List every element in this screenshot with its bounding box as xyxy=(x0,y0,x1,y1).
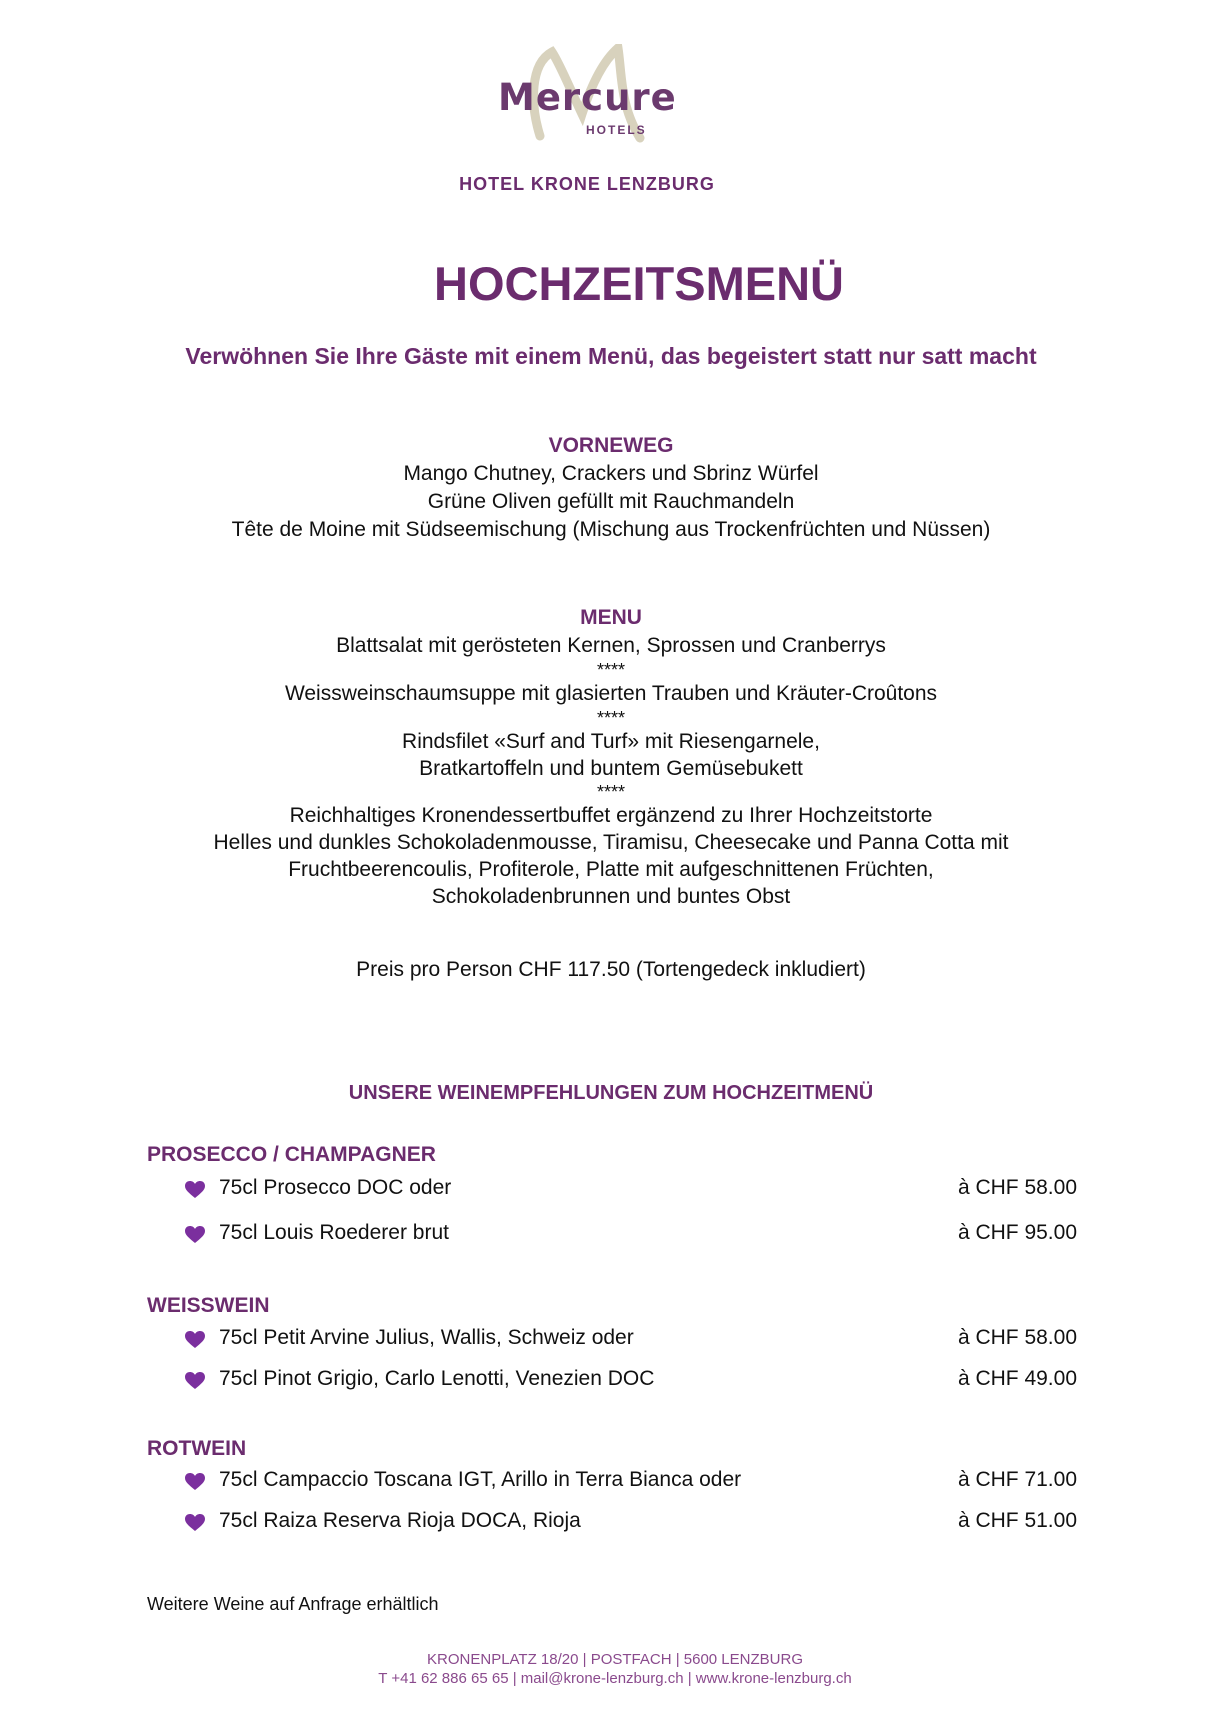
wine-name: 75cl Prosecco DOC oder xyxy=(219,1176,452,1199)
heart-bullet-icon xyxy=(185,1226,205,1244)
vorneweg-item: Grüne Oliven gefüllt mit Rauchmandeln xyxy=(427,490,795,513)
heart-bullet-icon xyxy=(185,1372,205,1390)
menu-section xyxy=(0,604,1222,910)
heart-bullet-icon xyxy=(185,1514,205,1532)
wine-recommendations-title: UNSERE WEINEMPFEHLUNGEN ZUM HOCHZEITMENÜ xyxy=(348,1082,874,1104)
wine-group-heading: WEISSWEIN xyxy=(147,1294,270,1317)
heart-bullet-icon xyxy=(185,1181,205,1199)
wine-item xyxy=(185,1367,1077,1397)
wine-item xyxy=(185,1509,1077,1539)
wine-group-heading: ROTWEIN xyxy=(147,1437,247,1460)
wine-price: à CHF 58.00 xyxy=(957,1326,1077,1349)
menu-heading: MENU xyxy=(580,606,642,629)
wine-name: 75cl Petit Arvine Julius, Wallis, Schweiz oder xyxy=(219,1326,634,1349)
page-subtitle: Verwöhnen Sie Ihre Gäste mit einem Menü, das begeistert statt nur satt macht xyxy=(185,343,1037,369)
wine-price: à CHF 95.00 xyxy=(957,1221,1077,1244)
footer-contact: T +41 62 886 65 65 | mail@krone-lenzburg.ch | www.krone-lenzburg.ch xyxy=(378,1670,852,1687)
brand-subtitle: HOTELS xyxy=(586,123,647,137)
vorneweg-section xyxy=(0,432,1222,544)
wine-group-heading: PROSECCO / CHAMPAGNER xyxy=(147,1143,436,1166)
wine-name: 75cl Pinot Grigio, Carlo Lenotti, Venezien DOC xyxy=(219,1367,655,1390)
wine-note: Weitere Weine auf Anfrage erhältlich xyxy=(147,1594,439,1614)
course-separator: **** xyxy=(596,660,626,680)
vorneweg-heading: VORNEWEG xyxy=(548,434,674,457)
hotel-name: HOTEL KRONE LENZBURG xyxy=(459,174,715,194)
page-title: HOCHZEITSMENÜ xyxy=(434,257,844,310)
course-separator: **** xyxy=(596,708,626,728)
wine-price: à CHF 49.00 xyxy=(957,1367,1077,1390)
wine-name: 75cl Raiza Reserva Rioja DOCA, Rioja xyxy=(219,1509,581,1532)
menu-course-dessert: Schokoladenbrunnen und buntes Obst xyxy=(431,885,791,908)
wine-item xyxy=(185,1468,1077,1498)
menu-course-main: Bratkartoffeln und buntem Gemüsebukett xyxy=(419,757,803,780)
brand-wordmark: Mercure xyxy=(498,76,677,119)
course-separator: **** xyxy=(596,782,626,802)
footer-address: KRONENPLATZ 18/20 | POSTFACH | 5600 LENZBURG xyxy=(427,1651,803,1668)
menu-course-dessert: Helles und dunkles Schokoladenmousse, Tiramisu, Cheesecake und Panna Cotta mit xyxy=(213,831,1009,854)
wine-price: à CHF 51.00 xyxy=(957,1509,1077,1532)
wine-item xyxy=(185,1326,1077,1356)
wine-name: 75cl Louis Roederer brut xyxy=(219,1221,449,1244)
wine-name: 75cl Campaccio Toscana IGT, Arillo in Terra Bianca oder xyxy=(219,1468,742,1491)
menu-course-dessert: Reichhaltiges Kronendessertbuffet ergänzend zu Ihrer Hochzeitstorte xyxy=(289,804,933,827)
menu-course-salad: Blattsalat mit gerösteten Kernen, Sprossen und Cranberrys xyxy=(336,634,886,657)
wine-item xyxy=(185,1176,1077,1206)
vorneweg-item: Tête de Moine mit Südseemischung (Mischung aus Trockenfrüchten und Nüssen) xyxy=(231,518,991,541)
mercure-logo xyxy=(490,44,690,144)
vorneweg-item: Mango Chutney, Crackers und Sbrinz Würfel xyxy=(403,462,819,485)
wine-item xyxy=(185,1221,1077,1251)
menu-course-dessert: Fruchtbeerencoulis, Profiterole, Platte mit aufgeschnittenen Früchten, xyxy=(288,858,934,881)
wine-price: à CHF 71.00 xyxy=(957,1468,1077,1491)
heart-bullet-icon xyxy=(185,1331,205,1349)
heart-bullet-icon xyxy=(185,1473,205,1491)
wine-price: à CHF 58.00 xyxy=(957,1176,1077,1199)
menu-course-soup: Weissweinschaumsuppe mit glasierten Trauben und Kräuter-Croûtons xyxy=(284,682,938,705)
menu-price: Preis pro Person CHF 117.50 (Tortengedeck inkludiert) xyxy=(356,958,866,981)
menu-course-main: Rindsfilet «Surf and Turf» mit Riesengarnele, xyxy=(402,730,820,753)
